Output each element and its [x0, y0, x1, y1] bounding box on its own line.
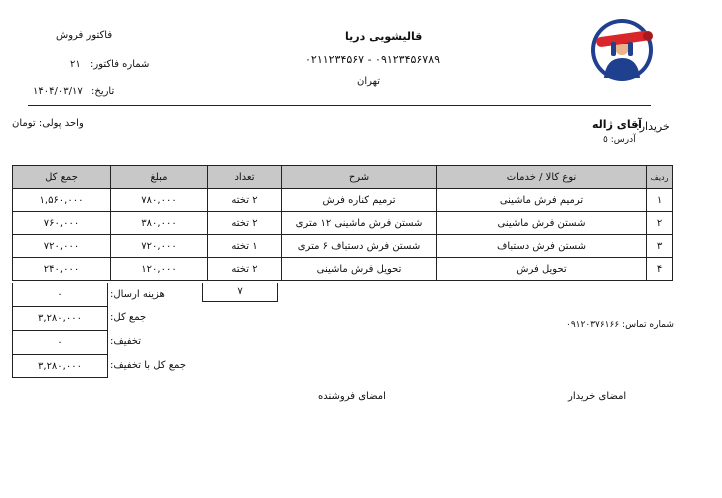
row-total: ۷۲۰,۰۰۰ [13, 235, 111, 258]
contact-phone: شماره تماس: ۰۹۱۲۰۳۷۶۱۶۶ [566, 320, 674, 330]
row-price: ۱۲۰,۰۰۰ [111, 258, 208, 281]
invoice-date-label: تاریخ: [91, 86, 115, 97]
header-row-number: ردیف [647, 166, 673, 189]
grand-total-value: ۳,۲۸۰,۰۰۰ [38, 361, 82, 372]
row-description: شستن فرش ماشینی ۱۲ متری [282, 212, 437, 235]
row-quantity: ۲ تخته [208, 212, 282, 235]
table-row [13, 235, 673, 258]
table-row [13, 189, 673, 212]
grand-total-label: جمع کل با تخفیف: [110, 360, 187, 371]
table-row [13, 258, 673, 281]
row-total: ۱,۵۶۰,۰۰۰ [13, 189, 111, 212]
header-quantity: تعداد [208, 166, 282, 189]
row-description: شستن فرش دستباف ۶ متری [282, 235, 437, 258]
currency-unit: واحد پولی: تومان [12, 118, 84, 129]
quantity-total [202, 283, 278, 302]
document-type: فاکتور فروش [56, 30, 113, 41]
seller-signature-label: امضای فروشنده [318, 391, 386, 402]
quantity-total-value: ۷ [237, 286, 243, 297]
buyer-name: آقای ژاله [592, 118, 642, 131]
row-number: ۳ [647, 235, 673, 258]
company-logo [590, 18, 654, 82]
discount-value: ۰ [13, 331, 107, 355]
row-quantity: ۲ تخته [208, 189, 282, 212]
row-description: تحویل فرش ماشینی [282, 258, 437, 281]
company-city: تهران [357, 76, 381, 87]
shipping-value: ۰ [13, 283, 107, 307]
invoice-number: ۲۱ [70, 59, 81, 70]
row-quantity: ۱ تخته [208, 235, 282, 258]
row-item: شستن فرش ماشینی [437, 212, 647, 235]
row-quantity: ۲ تخته [208, 258, 282, 281]
row-price: ۷۸۰,۰۰۰ [111, 189, 208, 212]
header-price: مبلغ [111, 166, 208, 189]
buyer-address: آدرس: ٥ [603, 135, 636, 145]
row-total: ۷۶۰,۰۰۰ [13, 212, 111, 235]
shipping-label: هزینه ارسال: [110, 289, 165, 300]
invoice-number-label: شماره فاکتور: [90, 59, 150, 70]
row-item: ترمیم فرش ماشینی [437, 189, 647, 212]
total-value: ۳,۲۸۰,۰۰۰ [13, 307, 107, 331]
row-price: ۷۲۰,۰۰۰ [111, 235, 208, 258]
header-total: جمع کل [13, 166, 111, 189]
row-description: ترمیم کناره فرش [282, 189, 437, 212]
table-header-row [13, 166, 673, 189]
row-number: ۴ [647, 258, 673, 281]
buyer-signature-label: امضای خریدار [568, 391, 627, 402]
row-number: ۲ [647, 212, 673, 235]
items-table [12, 165, 673, 281]
row-total: ۲۴۰,۰۰۰ [13, 258, 111, 281]
row-item: شستن فرش دستباف [437, 235, 647, 258]
buyer-label: خریدار: [636, 120, 670, 133]
header-item: نوع کالا / خدمات [437, 166, 647, 189]
row-number: ۱ [647, 189, 673, 212]
summary-values [12, 283, 108, 378]
table-row [13, 212, 673, 235]
company-phones: ۰۲۱۱۲۳۴۵۶۷ - ۰۹۱۲۳۴۵۶۷۸۹ [305, 53, 441, 66]
invoice-date: ۱۴۰۴/۰۳/۱۷ [33, 86, 83, 97]
row-price: ۳۸۰,۰۰۰ [111, 212, 208, 235]
total-label: جمع کل: [110, 312, 147, 323]
row-item: تحویل فرش [437, 258, 647, 281]
discount-label: تخفیف: [110, 336, 142, 347]
company-name: قالیشویی دریا [345, 30, 423, 43]
header-description: شرح [282, 166, 437, 189]
header-divider [28, 105, 651, 106]
